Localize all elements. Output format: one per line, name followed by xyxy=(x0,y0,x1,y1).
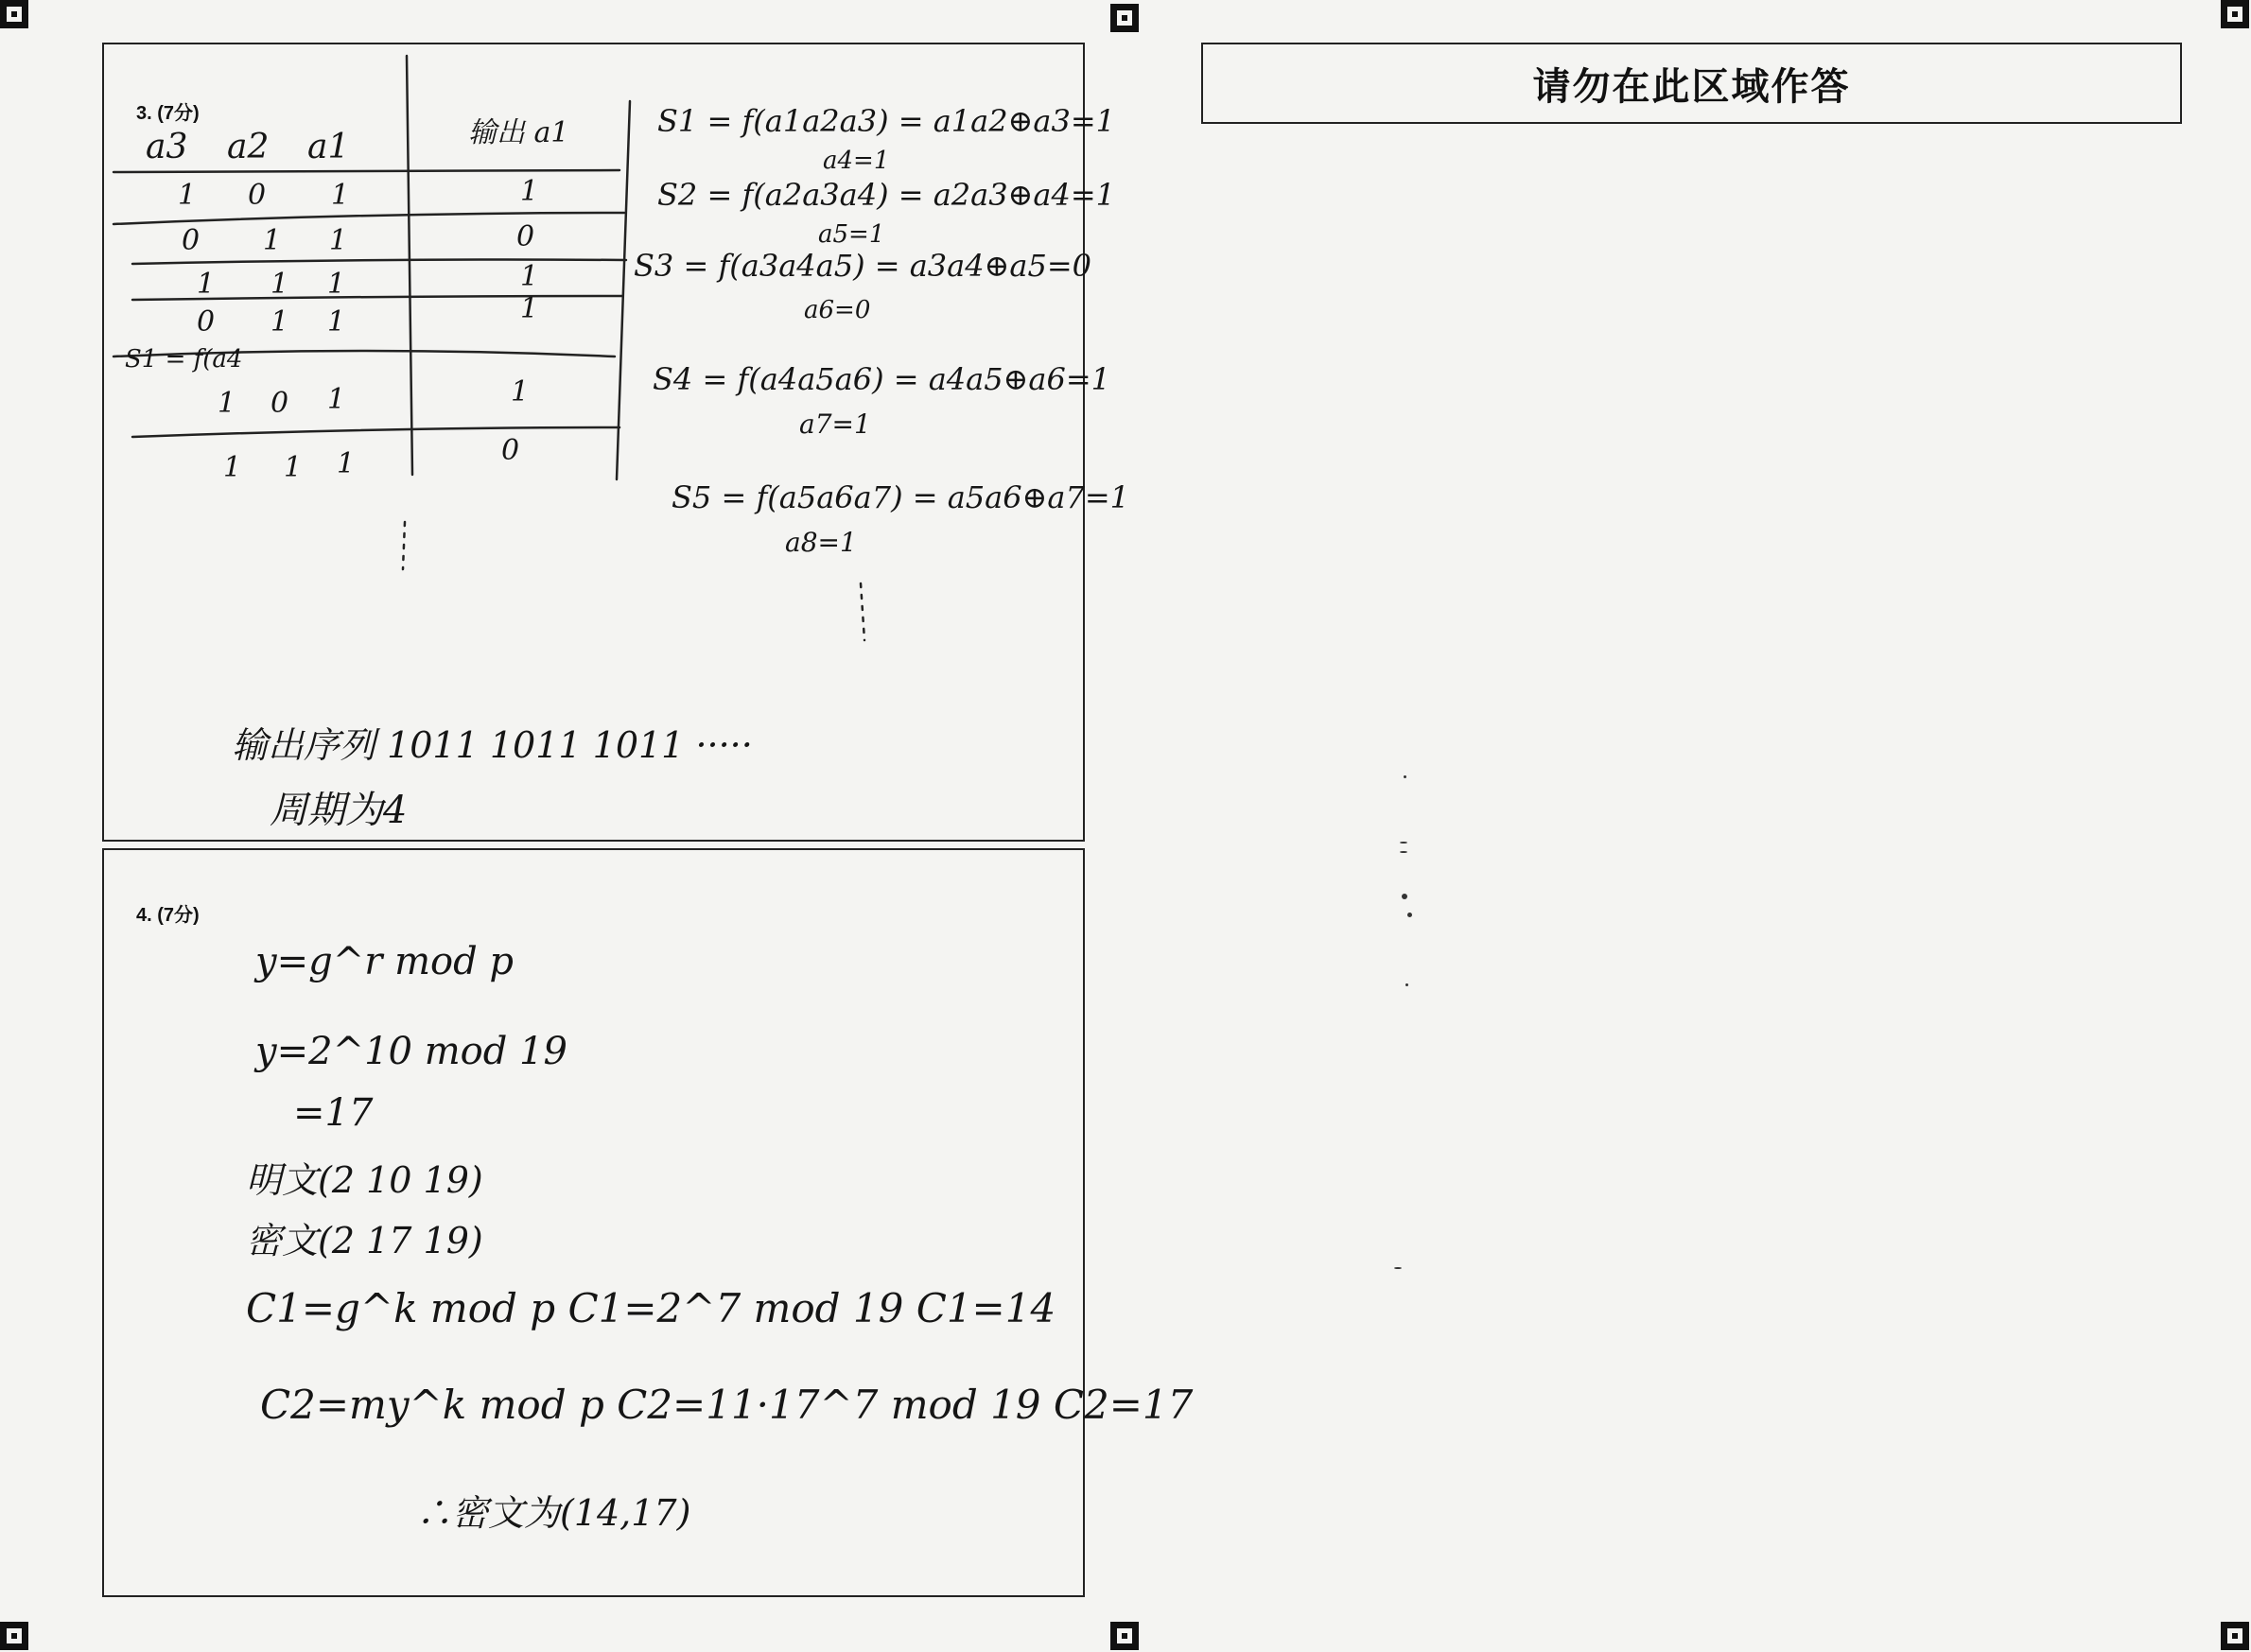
q3-step-a5: a5=1 xyxy=(818,220,885,249)
q3-row-4-a3: 0 xyxy=(197,305,216,339)
q3-step-s1: S1 = f(a1a2a3) = a1a2⊕a3=1 xyxy=(657,103,1116,139)
q3-row-1-a1: 1 xyxy=(331,179,350,212)
scan-speck xyxy=(1394,1267,1402,1269)
q3-row-5-a2: 0 xyxy=(270,387,289,420)
scan-speck xyxy=(1405,983,1408,986)
q3-period: 周期为4 xyxy=(270,789,408,832)
q3-col-a3: a3 xyxy=(146,128,188,166)
q3-row-1-out: 1 xyxy=(520,175,539,208)
q3-row-4-a2: 1 xyxy=(270,305,289,339)
registration-marker-top-right xyxy=(2221,0,2249,28)
registration-marker-top-left xyxy=(0,0,28,28)
registration-marker-top-center xyxy=(1110,4,1139,32)
q3-row-3-a1: 1 xyxy=(327,268,346,301)
q3-row-3-out: 1 xyxy=(520,260,539,293)
do-not-answer-banner xyxy=(1201,43,2182,124)
q4-line-8: ∴密文为(14,17) xyxy=(416,1492,691,1534)
q3-row-2-out: 0 xyxy=(516,220,535,253)
q3-row-6-out: 0 xyxy=(501,434,520,467)
q4-line-1: y=g^r mod p xyxy=(255,940,515,983)
q3-row-4-a1: 1 xyxy=(327,305,346,339)
q3-col-a2: a2 xyxy=(227,128,270,166)
do-not-answer-text: 请勿在此区域作答 xyxy=(1532,64,1851,109)
registration-marker-bottom-center xyxy=(1110,1622,1139,1650)
q4-line-6: C1=g^k mod p C1=2^7 mod 19 C1=14 xyxy=(246,1285,1056,1331)
q3-row-5-out: 1 xyxy=(511,375,530,409)
q3-output-sequence: 输出序列 1011 1011 1011 ····· xyxy=(232,724,753,766)
question-3-answer-box xyxy=(102,43,1130,842)
q3-step-s5: S5 = f(a5a6a7) = a5a6⊕a7=1 xyxy=(672,479,1130,515)
question-4-label: 4. (7分) xyxy=(136,905,200,926)
q3-step-a7: a7=1 xyxy=(799,409,871,440)
q4-line-7: C2=my^k mod p C2=11·17^7 mod 19 C2=17 xyxy=(260,1382,1194,1428)
q3-row-2-a3: 0 xyxy=(182,224,201,257)
scan-speck xyxy=(1404,775,1406,778)
q3-step-a6: a6=0 xyxy=(804,296,871,324)
q3-step-s2: S2 = f(a2a3a4) = a2a3⊕a4=1 xyxy=(657,177,1116,213)
q3-col-output: 输出 a1 xyxy=(468,116,569,149)
q3-row-6-a1: 1 xyxy=(337,447,356,480)
registration-marker-bottom-right xyxy=(2221,1622,2249,1650)
q3-row-3-a3: 1 xyxy=(197,268,216,301)
question-3-label: 3. (7分) xyxy=(136,103,200,124)
scan-speck xyxy=(1400,851,1407,853)
q3-row-3-a2: 1 xyxy=(270,268,289,301)
scan-speck xyxy=(1400,842,1407,843)
question-4-answer-box xyxy=(102,848,1194,1597)
q3-step-a8: a8=1 xyxy=(785,527,857,558)
scan-speck xyxy=(1407,913,1412,917)
q3-row-1-a2: 0 xyxy=(248,179,267,212)
q3-row-4-out: 1 xyxy=(520,292,539,325)
q4-line-5: 密文(2 17 19) xyxy=(246,1220,483,1261)
scan-speck xyxy=(1402,894,1407,899)
q4-line-3: =17 xyxy=(293,1091,374,1135)
q3-row-6-a3: 1 xyxy=(223,451,242,484)
q4-line-4: 明文(2 10 19) xyxy=(246,1159,483,1201)
registration-marker-bottom-left xyxy=(0,1622,28,1650)
q3-row-1-a3: 1 xyxy=(178,179,197,212)
q3-row-2-a2: 1 xyxy=(263,224,282,257)
q3-table-note: S1 = f(a4 xyxy=(125,345,243,374)
q3-col-a1: a1 xyxy=(307,128,350,166)
q3-row-6-a2: 1 xyxy=(284,451,303,484)
q3-step-s3: S3 = f(a3a4a5) = a3a4⊕a5=0 xyxy=(634,248,1092,284)
q3-row-5-a3: 1 xyxy=(218,387,236,420)
q3-step-a4: a4=1 xyxy=(823,147,890,175)
q3-row-5-a1: 1 xyxy=(327,383,346,416)
q3-row-2-a1: 1 xyxy=(329,224,348,257)
q4-line-2: y=2^10 mod 19 xyxy=(255,1030,567,1073)
q3-step-s4: S4 = f(a4a5a6) = a4a5⊕a6=1 xyxy=(653,361,1111,397)
